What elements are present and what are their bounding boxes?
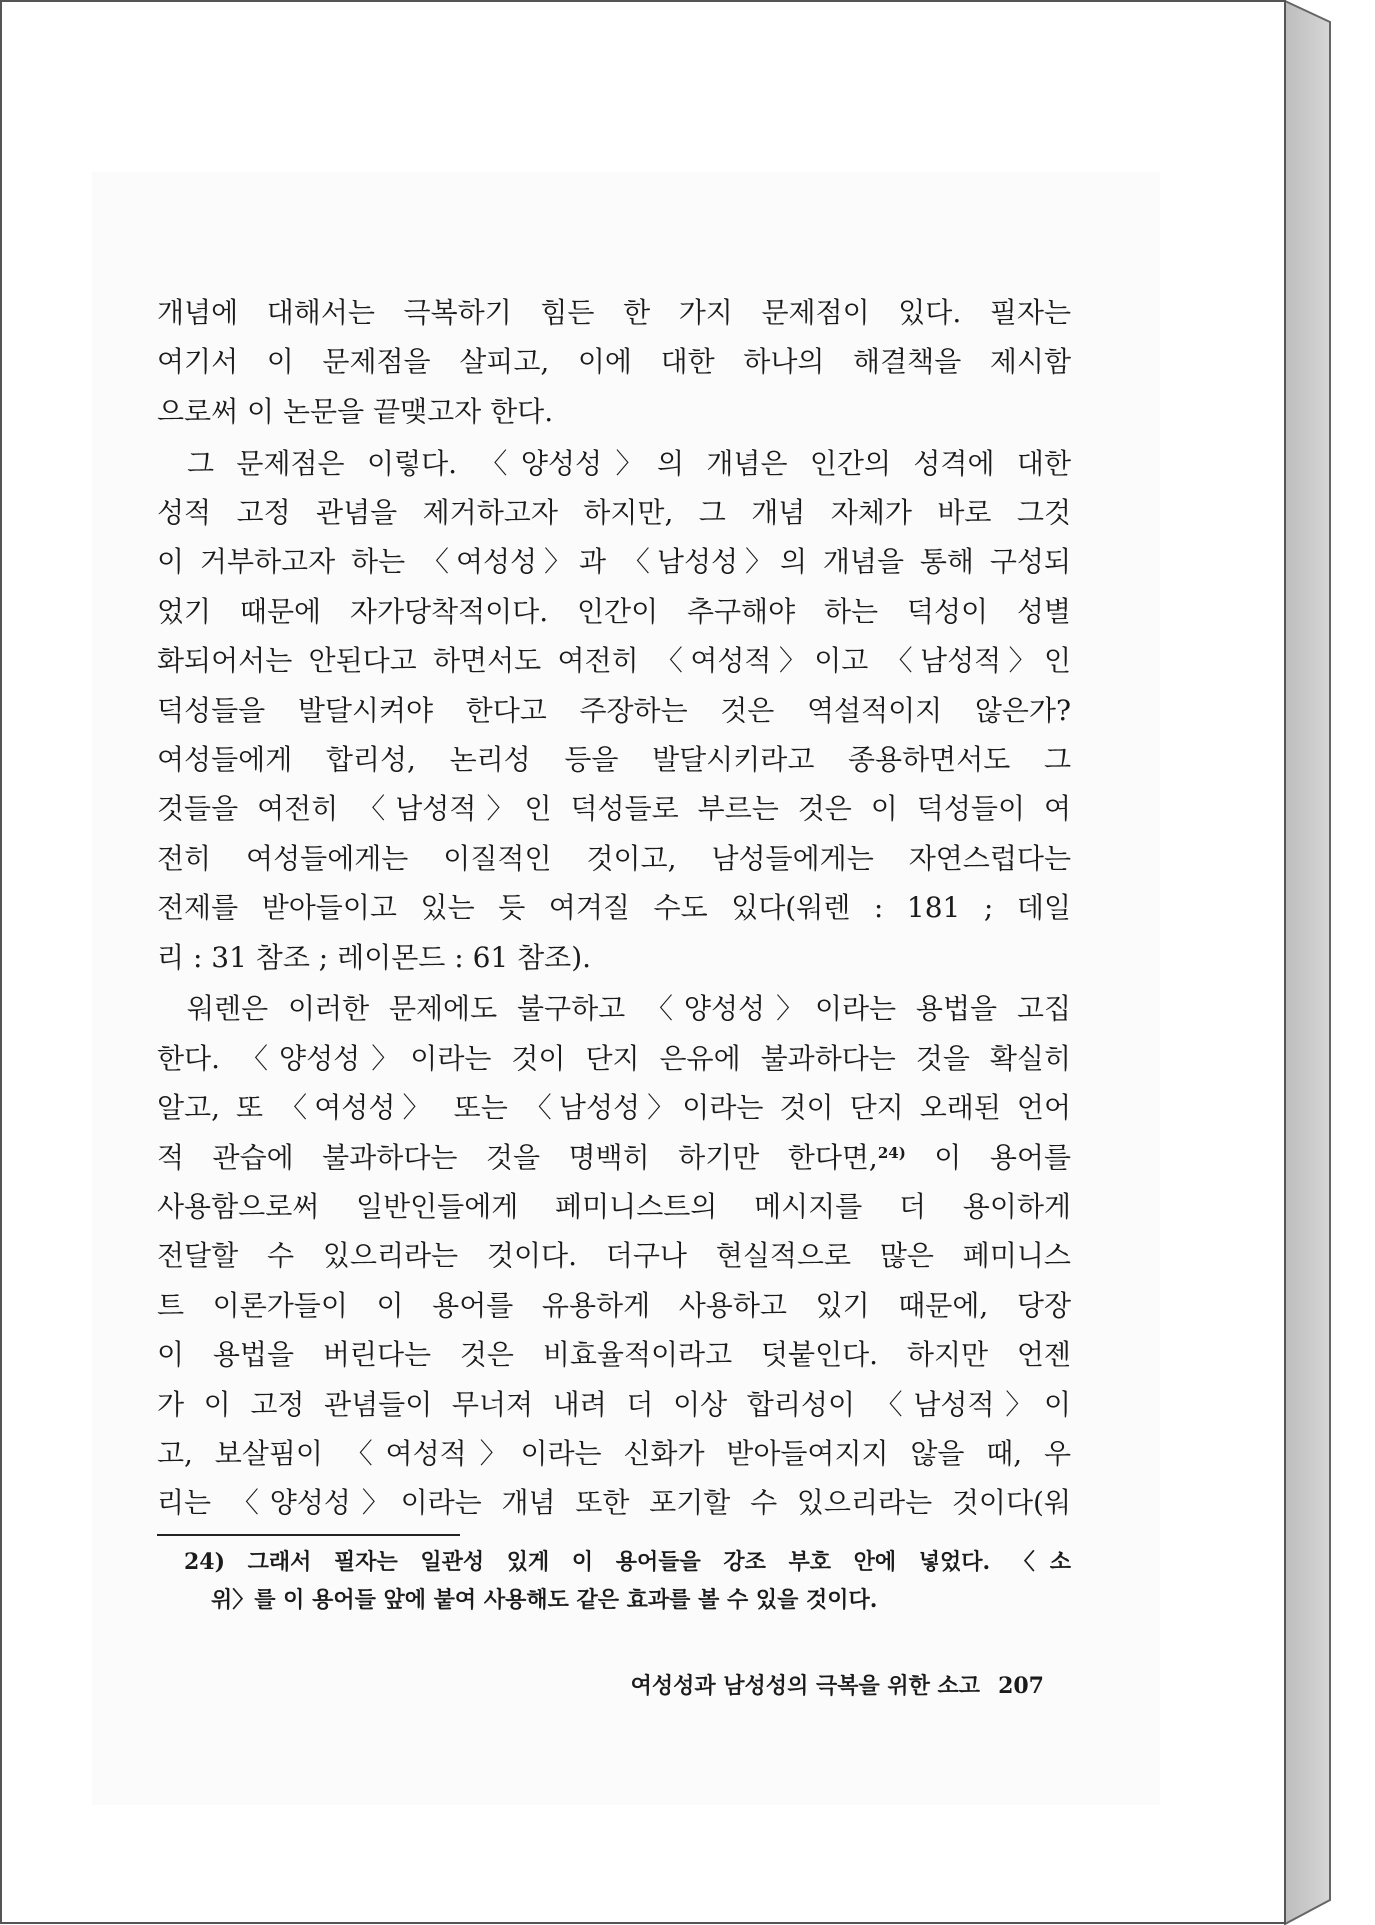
body-line: 전히 여성들에게는 이질적인 것이고, 남성들에게는 자연스럽다는 bbox=[157, 841, 1071, 875]
body-line bbox=[157, 1133, 1071, 1182]
running-title: 여성성과 남성성의 극복을 위한 소고 bbox=[630, 1673, 981, 1699]
body-line: 워렌은 이러한 문제에도 불구하고 〈양성성〉이라는 용법을 고집 bbox=[187, 992, 1071, 1026]
body-line: 덕성들을 발달시켜야 한다고 주장하는 것은 역설적이지 않은가? bbox=[157, 693, 1071, 727]
body-line: 으로써 이 논문을 끝맺고자 한다. bbox=[157, 394, 554, 428]
footnote-reference: 24) bbox=[877, 1143, 906, 1162]
body-line: 고, 보살핌이 〈여성적〉이라는 신화가 받아들여지지 않을 때, 우 bbox=[157, 1436, 1071, 1470]
body-line: 이 용법을 버린다는 것은 비효율적이라고 덧붙인다. 하지만 언젠 bbox=[157, 1338, 1071, 1372]
body-line: 가 이 고정 관념들이 무너져 내려 더 이상 합리성이 〈남성적〉이 bbox=[157, 1387, 1071, 1421]
body-line: 사용함으로써 일반인들에게 페미니스트의 메시지를 더 용이하게 bbox=[157, 1190, 1071, 1224]
footnote-line: 위〉를 이 용어들 앞에 붙여 사용해도 같은 효과를 볼 수 있을 것이다. bbox=[211, 1587, 878, 1613]
body-line: 알고, 또 〈여성성〉 또는 〈남성성〉이라는 것이 단지 오래된 언어 bbox=[157, 1091, 1071, 1125]
footnote-text: 그래서 필자는 일관성 있게 이 용어들을 강조 부호 안에 넣었다. 〈소 bbox=[247, 1549, 1071, 1575]
footnote-marker: 24) bbox=[184, 1549, 226, 1575]
paragraph bbox=[157, 984, 1071, 1527]
body-line: 었기 때문에 자가당착적이다. 인간이 추구해야 하는 덕성이 성별 bbox=[157, 594, 1071, 628]
line-text: 적 관습에 불과하다는 것을 명백히 하기만 한다면, bbox=[157, 1140, 878, 1174]
paragraph bbox=[157, 439, 1071, 982]
body-text bbox=[157, 288, 1071, 1528]
page-edge bbox=[1285, 1, 1330, 1924]
body-line: 성적 고정 관념을 제거하고자 하지만, 그 개념 자체가 바로 그것 bbox=[157, 496, 1071, 530]
body-line: 여기서 이 문제점을 살피고, 이에 대한 하나의 해결책을 제시함 bbox=[157, 345, 1071, 379]
footnote bbox=[184, 1543, 1071, 1619]
body-line: 한다. 〈양성성〉이라는 것이 단지 은유에 불과하다는 것을 확실히 bbox=[157, 1041, 1071, 1075]
body-line: 것들을 여전히 〈남성적〉인 덕성들로 부르는 것은 이 덕성들이 여 bbox=[157, 792, 1071, 826]
body-line: 리는 〈양성성〉이라는 개념 또한 포기할 수 있으리라는 것이다(워 bbox=[157, 1486, 1071, 1520]
body-line: 전제를 받아들이고 있는 듯 여겨질 수도 있다(워렌 : 181 ; 데일 bbox=[157, 891, 1071, 925]
running-footer bbox=[157, 1667, 1044, 1705]
body-line: 트 이론가들이 이 용어를 유용하게 사용하고 있기 때문에, 당장 bbox=[157, 1288, 1071, 1322]
line-text: 이 용어를 bbox=[905, 1140, 1071, 1174]
body-line: 여성들에게 합리성, 논리성 등을 발달시키라고 종용하면서도 그 bbox=[157, 743, 1071, 777]
body-line: 그 문제점은 이렇다. 〈양성성〉의 개념은 인간의 성격에 대한 bbox=[187, 446, 1071, 480]
footnote-rule bbox=[157, 1534, 460, 1536]
page-number: 207 bbox=[998, 1673, 1044, 1699]
body-line: 전달할 수 있으리라는 것이다. 더구나 현실적으로 많은 페미니스 bbox=[157, 1239, 1071, 1273]
body-line: 이 거부하고자 하는 〈여성성〉과 〈남성성〉의 개념을 통해 구성되 bbox=[157, 545, 1071, 579]
body-line: 화되어서는 안된다고 하면서도 여전히 〈여성적〉이고 〈남성적〉인 bbox=[157, 644, 1071, 678]
paragraph bbox=[157, 288, 1071, 436]
body-line: 리 : 31 참조 ; 레이몬드 : 61 참조). bbox=[157, 940, 592, 974]
body-line: 개념에 대해서는 극복하기 힘든 한 가지 문제점이 있다. 필자는 bbox=[157, 296, 1071, 329]
footnote-line bbox=[184, 1543, 1071, 1581]
